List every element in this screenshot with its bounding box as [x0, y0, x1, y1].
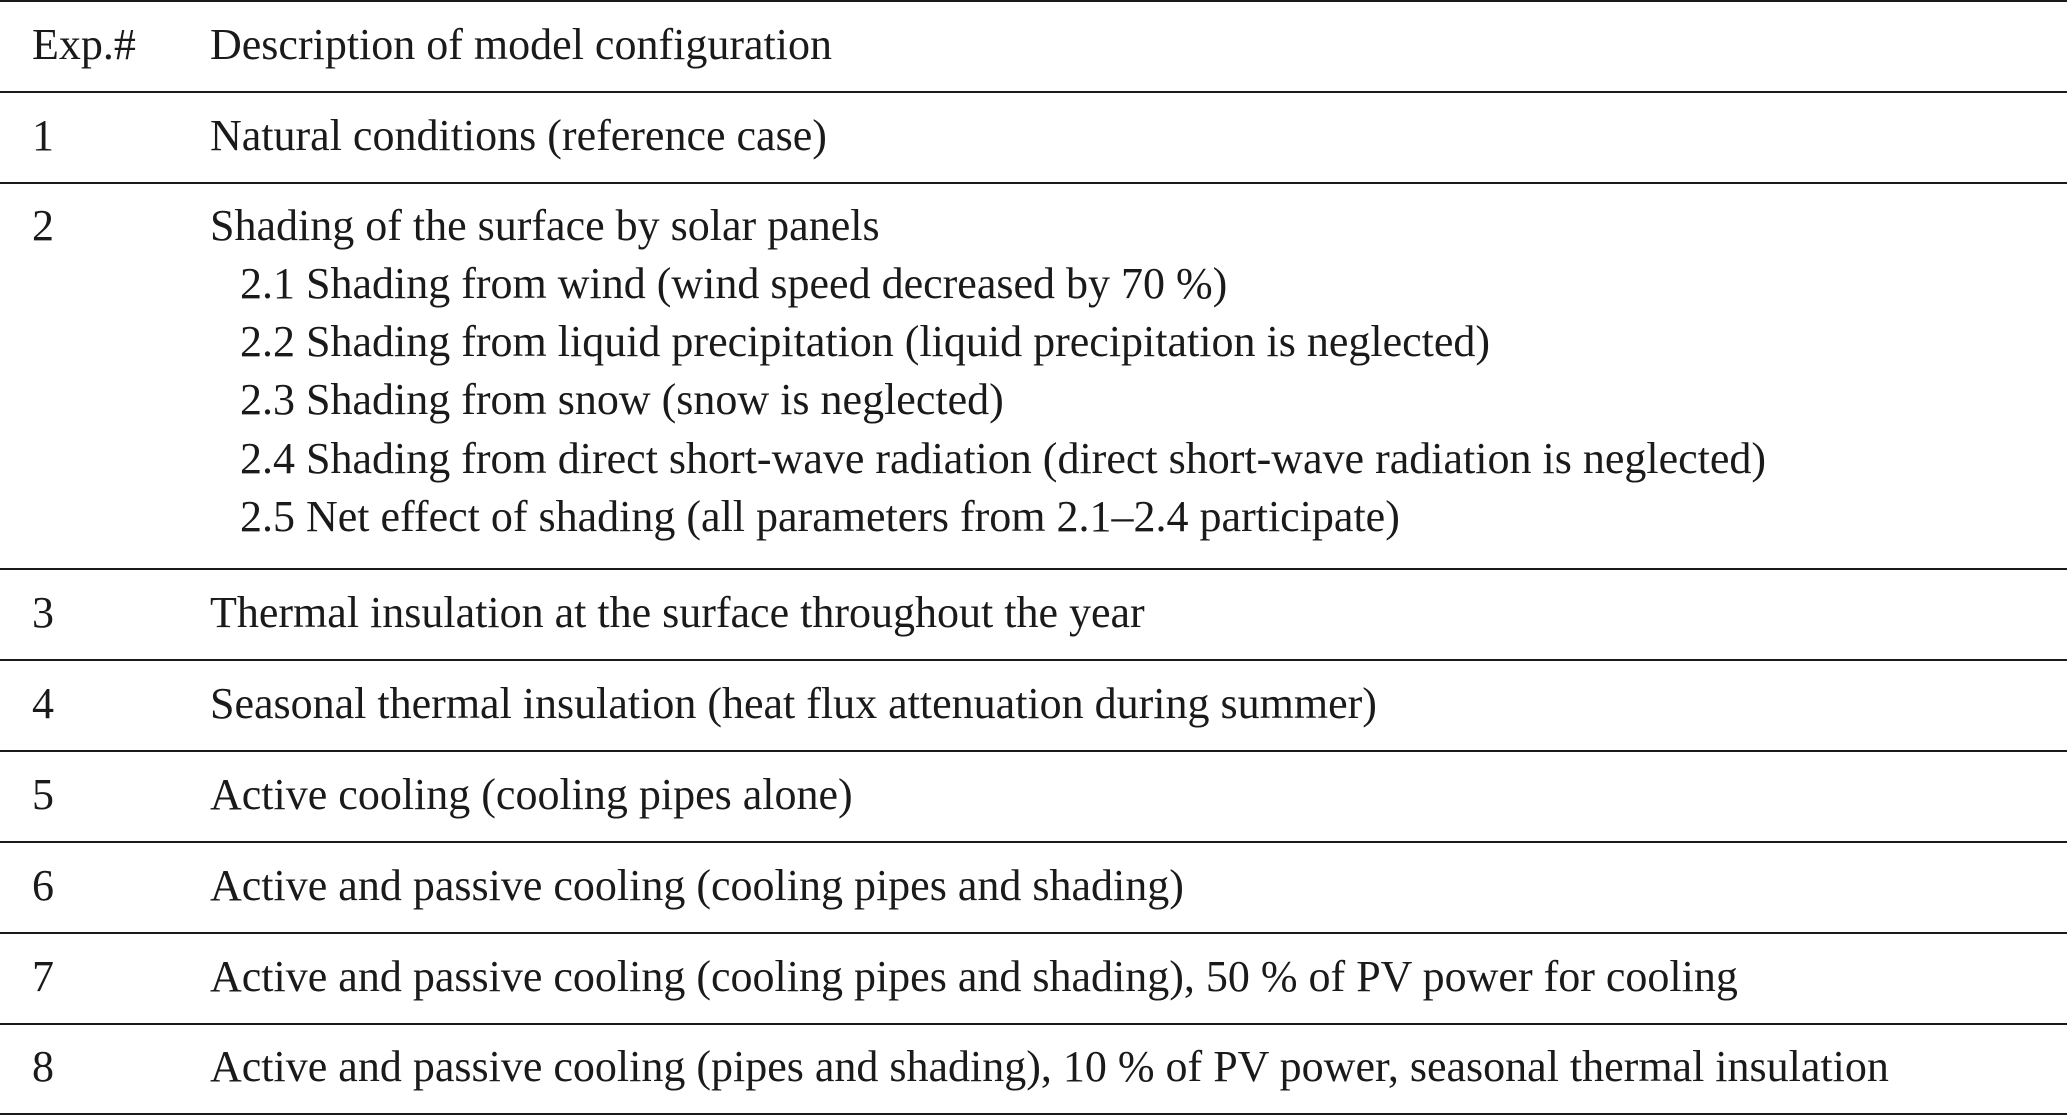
row-2-sub-3: 2.3 Shading from snow (snow is neglected): [240, 375, 1004, 424]
row-rule: [0, 568, 2067, 570]
row-2-sub-2: 2.2 Shading from liquid precipitation (liquid precipitation is neglected): [240, 317, 1491, 366]
row-6-description: Active and passive cooling (cooling pipes and shading): [210, 861, 1184, 910]
table-bottom-rule: [0, 1113, 2067, 1115]
row-5-exp: 5: [32, 770, 54, 819]
header-rule: [0, 91, 2067, 93]
header-description: Description of model configuration: [210, 20, 832, 69]
row-2-exp: 2: [32, 201, 54, 250]
row-rule: [0, 659, 2067, 661]
row-2-description: Shading of the surface by solar panels: [210, 201, 880, 250]
table-top-rule: [0, 0, 2067, 2]
row-7-exp: 7: [32, 952, 54, 1001]
row-4-exp: 4: [32, 679, 54, 728]
row-2-sub-5: 2.5 Net effect of shading (all parameters from 2.1–2.4 participate): [240, 492, 1400, 541]
row-3-exp: 3: [32, 588, 54, 637]
row-1-exp: 1: [32, 111, 54, 160]
row-rule: [0, 750, 2067, 752]
row-8-description: Active and passive cooling (pipes and shading), 10 % of PV power, seasonal thermal insulation: [210, 1042, 1889, 1091]
row-rule: [0, 182, 2067, 184]
row-2-sub-1: 2.1 Shading from wind (wind speed decreased by 70 %): [240, 259, 1228, 308]
row-4-description: Seasonal thermal insulation (heat flux attenuation during summer): [210, 679, 1377, 728]
row-7-description: Active and passive cooling (cooling pipes and shading), 50 % of PV power for cooling: [210, 952, 1738, 1001]
row-rule: [0, 841, 2067, 843]
header-exp: Exp.#: [32, 20, 136, 69]
row-3-description: Thermal insulation at the surface throughout the year: [210, 588, 1145, 637]
row-rule: [0, 932, 2067, 934]
row-rule: [0, 1023, 2067, 1025]
row-1-description: Natural conditions (reference case): [210, 111, 827, 160]
row-2-sub-4: 2.4 Shading from direct short-wave radiation (direct short-wave radiation is neglected): [240, 434, 1767, 483]
row-5-description: Active cooling (cooling pipes alone): [210, 770, 853, 819]
row-6-exp: 6: [32, 861, 54, 910]
row-8-exp: 8: [32, 1042, 54, 1091]
